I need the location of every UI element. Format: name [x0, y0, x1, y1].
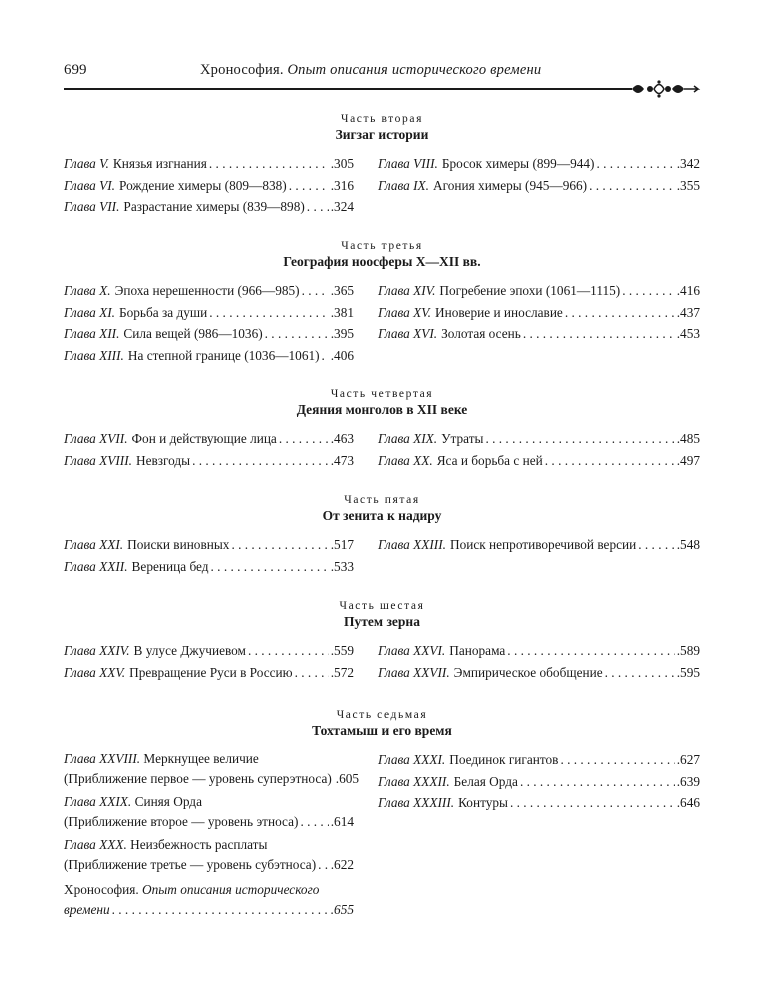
- chapter-label: Глава XXI.: [64, 537, 124, 552]
- toc-entry[interactable]: [378, 534, 700, 556]
- left-column: [64, 749, 360, 878]
- chapter-title: Утраты: [441, 431, 484, 446]
- part-title: Тохтамыш и его время: [312, 723, 452, 738]
- leader-dots: [545, 450, 675, 472]
- part-title: География ноосферы X—XII вв.: [283, 254, 481, 269]
- page-ref: .355: [676, 177, 700, 193]
- chapter-label: Глава XIV.: [378, 283, 436, 298]
- leader-dots: [209, 153, 329, 175]
- toc-entry[interactable]: [378, 175, 700, 197]
- chapter-title: Бросок химеры (899—944): [441, 156, 595, 171]
- leader-dots: [520, 771, 675, 793]
- chapter-title: Иноверие и инославие: [434, 304, 563, 320]
- chapter-title: Яса и борьба с ней: [436, 452, 543, 468]
- chapter-title: Панорама: [449, 643, 506, 658]
- chapter-title: Сила вещей (986—1036): [123, 326, 263, 342]
- leader-dots: [322, 345, 329, 367]
- page-ref: .437: [676, 304, 700, 320]
- left-column: [64, 534, 354, 577]
- chapter-title: Синяя Орда: [134, 794, 202, 809]
- closing-title-plain: Хронософия.: [64, 882, 139, 897]
- page-ref: .324: [330, 199, 354, 215]
- chapter-title: Поиски виновных: [127, 537, 230, 552]
- leader-dots: [507, 640, 674, 662]
- page-ref: .533: [330, 558, 354, 574]
- page-ref: .639: [676, 773, 700, 789]
- part-title: От зенита к надиру: [322, 508, 442, 523]
- toc-entry[interactable]: [378, 323, 700, 345]
- page-ref: .416: [676, 283, 700, 298]
- page-ref: .406: [330, 347, 354, 363]
- page-ref: .614: [330, 814, 354, 829]
- toc-entry[interactable]: [378, 280, 700, 302]
- right-column: [378, 640, 700, 683]
- toc-entry[interactable]: [64, 749, 360, 789]
- chapter-title: Вереница бед: [131, 558, 209, 574]
- chapter-title: В улусе Джучиевом: [133, 643, 246, 658]
- chapter-label: Глава XXIII.: [378, 537, 446, 552]
- right-column: [378, 428, 700, 471]
- running-title-italic: Опыт описания исторического времени: [287, 62, 542, 78]
- toc-entry[interactable]: [378, 153, 700, 175]
- leader-dots: [279, 428, 329, 450]
- running-title-plain: Хронософия.: [200, 62, 284, 78]
- page-ref: .305: [330, 156, 354, 171]
- toc-entry[interactable]: [64, 640, 354, 662]
- chapter-title: Белая Орда: [453, 773, 518, 789]
- part-section: [64, 113, 700, 215]
- toc-entry[interactable]: [64, 196, 354, 218]
- page-ref: .627: [676, 752, 700, 767]
- toc-entry[interactable]: [378, 662, 700, 684]
- toc-entry-closing[interactable]: [64, 880, 354, 920]
- closing-title-italic: Опыт описания исторического: [142, 882, 320, 897]
- leader-dots: [589, 175, 675, 197]
- chapter-title: Разрастание химеры (839—898): [123, 199, 305, 215]
- leader-dots: [112, 900, 329, 920]
- leader-dots: [560, 749, 674, 771]
- leader-dots: [510, 792, 675, 814]
- chapter-title: Погребение эпохи (1061—1115): [439, 283, 621, 298]
- leader-dots: [302, 280, 329, 302]
- toc-entry[interactable]: [64, 175, 354, 197]
- page-ref: .485: [676, 431, 700, 446]
- page-ref: .559: [330, 643, 354, 658]
- page-ref: .381: [330, 304, 354, 320]
- part-label: Часть третья: [341, 240, 423, 252]
- leader-dots: [565, 302, 675, 324]
- toc-entry[interactable]: [64, 302, 354, 324]
- toc-entry[interactable]: [378, 771, 700, 793]
- page-ref: .605: [335, 771, 360, 786]
- leader-dots: [248, 640, 329, 662]
- right-column: [378, 749, 700, 814]
- chapter-title: Контуры: [458, 795, 508, 811]
- chapter-label: Глава IX.: [378, 177, 429, 193]
- leader-dots: [622, 280, 675, 302]
- part-label: Часть шестая: [339, 600, 425, 612]
- chapter-label: Глава XXIV.: [64, 643, 130, 658]
- page-ref: .646: [676, 795, 700, 811]
- chapter-title: Князья изгнания: [112, 156, 207, 171]
- toc-entry[interactable]: [64, 280, 354, 302]
- right-column: [378, 153, 700, 196]
- toc-entry[interactable]: [64, 153, 354, 175]
- page-ref: .595: [676, 664, 700, 680]
- chapter-label: Глава XX.: [378, 452, 433, 468]
- right-column: [378, 280, 700, 345]
- part-label: Часть пятая: [344, 494, 420, 506]
- part-section: [64, 709, 700, 872]
- chapter-label: Глава XIX.: [378, 431, 438, 446]
- header-rule: [64, 88, 616, 90]
- part-label: Часть седьмая: [336, 709, 428, 721]
- running-title: [200, 62, 541, 79]
- running-header: [64, 56, 700, 96]
- chapter-title: Эмпирическое обобщение: [453, 664, 603, 680]
- right-column: [378, 534, 700, 556]
- toc-entry[interactable]: [378, 792, 700, 814]
- page-ref: .655: [330, 902, 354, 917]
- chapter-title: Неизбежность расплаты: [130, 837, 268, 852]
- chapter-title: Агония химеры (945—966): [433, 177, 588, 193]
- chapter-title: Золотая осень: [441, 326, 521, 342]
- chapter-label: Глава X.: [64, 283, 111, 298]
- toc-entry[interactable]: [378, 302, 700, 324]
- chapter-label: Глава XXII.: [64, 558, 128, 574]
- chapter-label: Глава XXVIII.: [64, 751, 141, 766]
- left-column: [64, 280, 354, 366]
- left-column: [64, 428, 354, 471]
- leader-dots: [307, 196, 329, 218]
- page-ref: .395: [330, 326, 354, 342]
- leader-dots: [192, 450, 329, 472]
- chapter-label: Глава XXV.: [64, 664, 126, 680]
- part-label: Часть вторая: [341, 113, 423, 125]
- page-ref: .463: [330, 431, 354, 446]
- leader-dots: [597, 153, 675, 175]
- toc-entry[interactable]: [64, 345, 354, 367]
- chapter-label: Глава XIII.: [64, 347, 124, 363]
- page-ref: .517: [330, 537, 354, 552]
- leader-dots: [289, 175, 329, 197]
- page-ref: .622: [330, 857, 354, 872]
- chapter-title: Невзгоды: [135, 452, 191, 468]
- part-section: [64, 388, 700, 468]
- chapter-subtitle: (Приближение первое — уровень суперэтноса): [64, 771, 332, 786]
- leader-dots: [485, 428, 674, 450]
- chapter-title: Фон и действующие лица: [131, 431, 277, 446]
- chapter-label: Глава XXXII.: [378, 773, 450, 789]
- leader-dots: [605, 662, 675, 684]
- chapter-label: Глава XVIII.: [64, 452, 132, 468]
- chapter-label: Глава XXXIII.: [378, 795, 455, 811]
- toc-entry[interactable]: [64, 835, 354, 875]
- chapter-label: Глава XVII.: [64, 431, 128, 446]
- chapter-label: Глава XXX.: [64, 837, 127, 852]
- chapter-label: Глава V.: [64, 156, 109, 171]
- chapter-title: На степной границе (1036—1061): [127, 347, 320, 363]
- toc-entry[interactable]: [64, 556, 354, 578]
- leader-dots: [638, 534, 674, 556]
- chapter-subtitle: (Приближение второе — уровень этноса): [64, 814, 299, 829]
- part-title: Зигзаг истории: [335, 127, 429, 142]
- leader-dots: [523, 323, 675, 345]
- chapter-label: Глава XXIX.: [64, 794, 132, 809]
- part-title: Путем зерна: [344, 614, 420, 629]
- leader-dots: [211, 556, 329, 578]
- chapter-title: Поиск непротиворечивой версии: [449, 537, 637, 552]
- page-ref: .589: [676, 643, 700, 658]
- toc-entry[interactable]: [64, 662, 354, 684]
- page-ref: .316: [330, 177, 354, 193]
- leader-dots: [300, 812, 328, 832]
- page-number: 699: [64, 62, 87, 78]
- left-column: [64, 153, 354, 218]
- page-ref: .342: [676, 156, 700, 171]
- chapter-label: Глава XVI.: [378, 326, 438, 342]
- chapter-label: Глава XXXI.: [378, 752, 446, 767]
- toc-entry[interactable]: [378, 428, 700, 450]
- chapter-label: Глава XII.: [64, 326, 120, 342]
- chapter-title: Эпоха нерешенности (966—985): [114, 283, 300, 298]
- toc-entry[interactable]: [64, 450, 354, 472]
- chapter-label: Глава VII.: [64, 199, 120, 215]
- chapter-label: Глава XXVII.: [378, 664, 450, 680]
- chapter-label: Глава XXVI.: [378, 643, 446, 658]
- part-label: Часть четвертая: [330, 388, 434, 400]
- chapter-title: Превращение Руси в Россию: [129, 664, 293, 680]
- chapter-title: Рождение химеры (809—838): [119, 177, 287, 193]
- toc-entry[interactable]: [64, 792, 354, 832]
- leader-dots: [295, 662, 329, 684]
- chapter-subtitle: (Приближение третье — уровень субэтноса): [64, 857, 317, 872]
- part-title: Деяния монголов в XII веке: [296, 402, 468, 417]
- leader-dots: [231, 534, 328, 556]
- part-section: [64, 240, 700, 363]
- toc-entry[interactable]: [378, 640, 700, 662]
- leader-dots: [209, 302, 328, 324]
- ornament-icon: [612, 78, 702, 100]
- toc-entry[interactable]: [64, 428, 354, 450]
- chapter-title: Борьба за души: [119, 304, 208, 320]
- chapter-label: Глава XV.: [378, 304, 431, 320]
- chapter-label: Глава VI.: [64, 177, 115, 193]
- left-column: [64, 640, 354, 683]
- toc-entry[interactable]: [64, 323, 354, 345]
- part-section: [64, 494, 700, 574]
- chapter-title: Меркнущее величие: [143, 751, 259, 766]
- page-ref: .473: [330, 452, 354, 468]
- page-ref: .497: [676, 452, 700, 468]
- page-ref: .365: [330, 283, 354, 298]
- page-ref: .453: [676, 326, 700, 342]
- page-ref: .572: [330, 664, 354, 680]
- closing-title-italic-2: времени: [64, 902, 110, 917]
- toc-entry[interactable]: [64, 534, 354, 556]
- toc-entry[interactable]: [378, 749, 700, 771]
- leader-dots: [265, 323, 329, 345]
- toc-entry[interactable]: [378, 450, 700, 472]
- chapter-label: Глава XI.: [64, 304, 115, 320]
- chapter-label: Глава VIII.: [378, 156, 438, 171]
- leader-dots: [318, 855, 329, 875]
- page-ref: .548: [676, 537, 700, 552]
- part-section: [64, 600, 700, 680]
- chapter-title: Поединок гигантов: [449, 752, 559, 767]
